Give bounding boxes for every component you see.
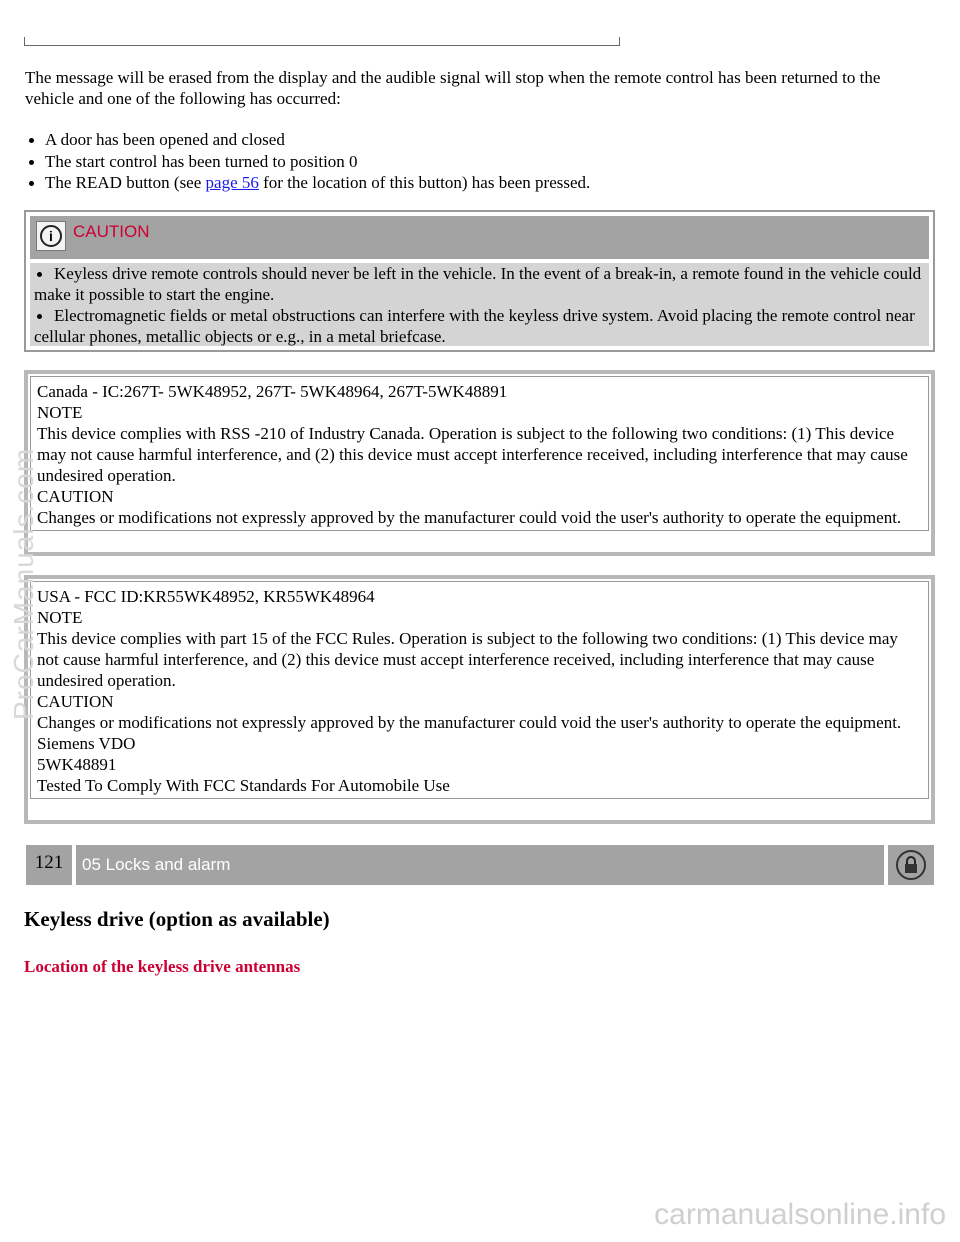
compliance-statement: Tested To Comply With FCC Standards For Automobile Use (37, 776, 450, 795)
side-watermark: ProCarManuals.com (8, 447, 39, 720)
manufacturer: Siemens VDO (37, 734, 136, 753)
compliance-id: USA - FCC ID:KR55WK48952, KR55WK48964 (37, 587, 375, 606)
list-item: Electromagnetic fields or metal obstructions can interfere with the keyless drive system. Avoid placing the remote control near cellular phones, metallic objects or e.g., in a metal briefcase. (34, 305, 925, 347)
intro-bullet-list (25, 129, 925, 194)
footer-watermark: carmanualsonline.info (654, 1198, 946, 1231)
caution-label: CAUTION (37, 692, 114, 711)
caution-text: Changes or modifications not expressly approved by the manufacturer could void the user's authority to operate the equipment. (37, 508, 902, 527)
canada-compliance-box (24, 370, 935, 556)
list-item (25, 172, 925, 194)
caution-label: CAUTION (37, 487, 114, 506)
list-item: Keyless drive remote controls should never be left in the vehicle. In the event of a break-in, a remote found in the vehicle could make it possible to start the engine. (34, 263, 925, 305)
caution-title: CAUTION (73, 222, 150, 241)
page-56-link[interactable]: page 56 (205, 173, 259, 192)
info-icon: i (36, 221, 66, 251)
caution-box (24, 210, 935, 352)
top-rule (24, 37, 620, 46)
note-text: This device complies with part 15 of the FCC Rules. Operation is subject to the following two conditions: (1) This device may not cause harmful interference, and (2) this device must accept interference received, including interference that may cause undesired operation. (37, 629, 898, 690)
chapter-title: 05 Locks and alarm (76, 845, 884, 885)
note-text: This device complies with RSS -210 of Industry Canada. Operation is subject to the following two conditions: (1) This device may not cause harmful interference, and (2) this device must accept interference received, including interference that may cause undesired operation. (37, 424, 908, 485)
note-label: NOTE (37, 403, 83, 422)
usa-compliance-box (24, 575, 935, 824)
chapter-header-bar (26, 845, 934, 885)
list-item-text: for the location of this button) has been pressed. (258, 173, 591, 192)
caution-header (30, 216, 929, 259)
compliance-id: Canada - IC:267T- 5WK48952, 267T- 5WK48964, 267T-5WK48891 (37, 382, 508, 401)
lock-icon (888, 845, 934, 885)
note-label: NOTE (37, 608, 83, 627)
caution-text: Changes or modifications not expressly approved by the manufacturer could void the user's authority to operate the equipment. (37, 713, 902, 732)
list-item: The start control has been turned to position 0 (25, 151, 925, 173)
page-number: 121 (26, 845, 72, 885)
intro-paragraph: The message will be erased from the display and the audible signal will stop when the remote control has been returned to the vehicle and one of the following has occurred: (25, 68, 881, 108)
list-item-text: The READ button (see (45, 173, 206, 192)
caution-body (30, 263, 929, 346)
section-heading: Keyless drive (option as available) (24, 907, 330, 931)
section-subheading: Location of the keyless drive antennas (24, 957, 301, 976)
list-item: A door has been opened and closed (25, 129, 925, 151)
part-number: 5WK48891 (37, 755, 117, 774)
